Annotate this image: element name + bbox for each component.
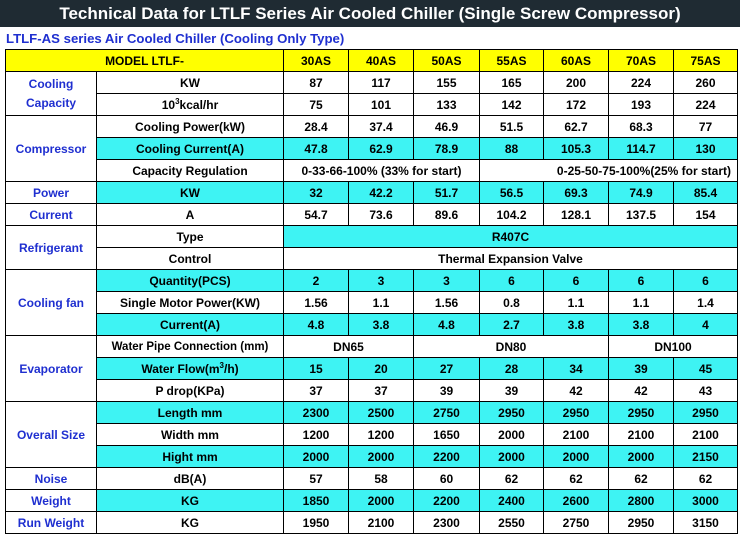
value-cell: 2000 [480,424,544,446]
label-base: 10 [161,97,176,112]
value-cell: 2800 [609,490,674,512]
value-cell: 2600 [544,490,609,512]
value-cell: 224 [609,72,674,94]
row-label: P drop(KPa) [97,380,284,402]
value-cell: 1.1 [544,292,609,314]
value-cell: 39 [609,358,674,380]
table-row [6,512,738,534]
value-cell: 6 [674,270,738,292]
page-subtitle: LTLF-AS series Air Cooled Chiller (Cooling Only Type) [6,31,345,46]
value-cell: 1.56 [284,292,349,314]
value-cell: 62 [609,468,674,490]
value-cell: 128.1 [544,204,609,226]
value-cell: 2 [284,270,349,292]
value-cell: 6 [609,270,674,292]
value-cell: Thermal Expansion Valve [284,248,738,270]
value-cell: 85.4 [674,182,738,204]
value-cell: 4 [674,314,738,336]
value-cell: 89.6 [414,204,480,226]
value-cell: 2950 [609,402,674,424]
value-cell: 260 [674,72,738,94]
value-cell: 57 [284,468,349,490]
model-cell: 50AS [414,50,480,72]
value-cell: 42.2 [349,182,414,204]
value-cell: 58 [349,468,414,490]
row-label: Cooling Current(A) [97,138,284,160]
value-cell: 105.3 [544,138,609,160]
table-row [6,116,738,138]
value-cell: 88 [480,138,544,160]
table-row [6,490,738,512]
value-cell: 20 [349,358,414,380]
value-cell: 62 [674,468,738,490]
group-label: Evaporator [6,336,97,402]
row-label [97,94,284,116]
group-label: Power [6,182,97,204]
value-cell: 2150 [674,446,738,468]
value-cell: 39 [414,380,480,402]
row-label: Control [97,248,284,270]
value-cell: 69.3 [544,182,609,204]
value-cell: 3000 [674,490,738,512]
row-label: KW [97,72,284,94]
value-cell: 46.9 [414,116,480,138]
value-cell: 28.4 [284,116,349,138]
value-cell: 3150 [674,512,738,534]
value-cell: 2000 [349,446,414,468]
value-cell: 0-33-66-100% (33% for start) [284,160,480,182]
table-row [6,182,738,204]
value-cell: DN65 [284,336,414,358]
header-row [6,50,738,72]
row-label: Length mm [97,402,284,424]
value-cell: 3.8 [609,314,674,336]
group-label: Refrigerant [6,226,97,270]
value-cell: 75 [284,94,349,116]
value-cell: 1850 [284,490,349,512]
value-cell: 1200 [284,424,349,446]
model-cell: 60AS [544,50,609,72]
spec-table [5,49,738,534]
table-row [6,292,738,314]
label-unit: kcal/hr [179,97,219,112]
row-label: KG [97,512,284,534]
value-cell: 1650 [414,424,480,446]
value-cell: 2750 [544,512,609,534]
value-cell: 2200 [414,490,480,512]
value-cell: 2000 [349,490,414,512]
table-row [6,358,738,380]
value-cell: 6 [544,270,609,292]
value-cell: 3.8 [349,314,414,336]
value-cell: 0.8 [480,292,544,314]
group-label: Compressor [6,116,97,182]
value-cell: 133 [414,94,480,116]
table-row [6,248,738,270]
value-cell: 2000 [609,446,674,468]
page-title: Technical Data for LTLF Series Air Cooled Chiller (Single Screw Compressor) [0,0,740,27]
value-cell: 2100 [609,424,674,446]
group-label: Overall Size [6,402,97,468]
group-label: Cooling fan [6,270,97,336]
value-cell: 224 [674,94,738,116]
table-row [6,138,738,160]
group-label: Run Weight [6,512,97,534]
table-row [6,72,738,94]
table-row [6,468,738,490]
table-row [6,270,738,292]
table-row [6,424,738,446]
value-cell: 3 [349,270,414,292]
value-cell: 15 [284,358,349,380]
value-cell: 62.7 [544,116,609,138]
value-cell: 2200 [414,446,480,468]
row-label: KW [97,182,284,204]
value-cell: 73.6 [349,204,414,226]
value-cell: 47.8 [284,138,349,160]
label-unit: /h) [224,361,239,376]
value-cell: 43 [674,380,738,402]
value-cell: 2100 [544,424,609,446]
value-cell: 165 [480,72,544,94]
value-cell: 2950 [544,402,609,424]
value-cell: 2550 [480,512,544,534]
row-label: Width mm [97,424,284,446]
group-label: Noise [6,468,97,490]
value-cell: 2.7 [480,314,544,336]
value-cell: 2950 [609,512,674,534]
value-cell: 2000 [544,446,609,468]
value-cell: 27 [414,358,480,380]
value-cell: 62.9 [349,138,414,160]
value-cell: 154 [674,204,738,226]
label-superscript: 3 [219,360,224,370]
model-cell: 30AS [284,50,349,72]
value-cell: 56.5 [480,182,544,204]
value-cell: 4.8 [414,314,480,336]
value-cell: R407C [284,226,738,248]
row-label: KG [97,490,284,512]
value-cell: 2000 [284,446,349,468]
group-label: Weight [6,490,97,512]
value-cell: 3.8 [544,314,609,336]
value-cell: 45 [674,358,738,380]
value-cell: DN100 [609,336,738,358]
value-cell: 200 [544,72,609,94]
value-cell: 42 [609,380,674,402]
table-row [6,446,738,468]
table-row [6,402,738,424]
value-cell: 51.5 [480,116,544,138]
row-label [97,358,284,380]
model-label: MODEL LTLF- [6,50,284,72]
value-cell: 62 [544,468,609,490]
value-cell: 68.3 [609,116,674,138]
table-row [6,204,738,226]
table-row [6,314,738,336]
value-cell: 2950 [674,402,738,424]
table-row [6,336,738,358]
value-cell: 78.9 [414,138,480,160]
value-cell: 54.7 [284,204,349,226]
value-cell: 51.7 [414,182,480,204]
row-label: Cooling Power(kW) [97,116,284,138]
table-row [6,380,738,402]
model-cell: 55AS [480,50,544,72]
row-label: Capacity Regulation [97,160,284,182]
value-cell: 2950 [480,402,544,424]
value-cell: 34 [544,358,609,380]
value-cell: 104.2 [480,204,544,226]
row-label: Quantity(PCS) [97,270,284,292]
table-row [6,94,738,116]
value-cell: 1950 [284,512,349,534]
value-cell: 1.4 [674,292,738,314]
value-cell: 2100 [674,424,738,446]
value-cell: 6 [480,270,544,292]
value-cell: 114.7 [609,138,674,160]
value-cell: 101 [349,94,414,116]
value-cell: 62 [480,468,544,490]
value-cell: 32 [284,182,349,204]
value-cell: 37 [349,380,414,402]
value-cell: 1.1 [349,292,414,314]
value-cell: 0-25-50-75-100%(25% for start) [480,160,738,182]
value-cell: 60 [414,468,480,490]
value-cell: 2300 [284,402,349,424]
value-cell: 74.9 [609,182,674,204]
value-cell: 37 [284,380,349,402]
value-cell: 39 [480,380,544,402]
row-label: Type [97,226,284,248]
value-cell: 1.56 [414,292,480,314]
value-cell: 1.1 [609,292,674,314]
value-cell: 2400 [480,490,544,512]
value-cell: 2300 [414,512,480,534]
model-cell: 75AS [674,50,738,72]
table-row [6,226,738,248]
group-label: Cooling Capacity [6,72,97,116]
value-cell: 2000 [480,446,544,468]
row-label: Water Pipe Connection (mm) [97,336,284,358]
value-cell: 172 [544,94,609,116]
value-cell: 37.4 [349,116,414,138]
value-cell: 3 [414,270,480,292]
value-cell: 2500 [349,402,414,424]
row-label: Hight mm [97,446,284,468]
row-label: dB(A) [97,468,284,490]
group-label: Current [6,204,97,226]
label-base: Water Flow(m [141,361,220,376]
value-cell: 130 [674,138,738,160]
label-superscript: 3 [175,96,180,106]
value-cell: 42 [544,380,609,402]
value-cell: 1200 [349,424,414,446]
value-cell: 28 [480,358,544,380]
value-cell: 137.5 [609,204,674,226]
value-cell: 155 [414,72,480,94]
model-cell: 40AS [349,50,414,72]
row-label: Single Motor Power(KW) [97,292,284,314]
value-cell: 87 [284,72,349,94]
value-cell: 142 [480,94,544,116]
value-cell: 193 [609,94,674,116]
value-cell: 4.8 [284,314,349,336]
row-label: Current(A) [97,314,284,336]
value-cell: 77 [674,116,738,138]
value-cell: DN80 [414,336,609,358]
table-row [6,160,738,182]
value-cell: 117 [349,72,414,94]
value-cell: 2750 [414,402,480,424]
value-cell: 2100 [349,512,414,534]
model-cell: 70AS [609,50,674,72]
row-label: A [97,204,284,226]
